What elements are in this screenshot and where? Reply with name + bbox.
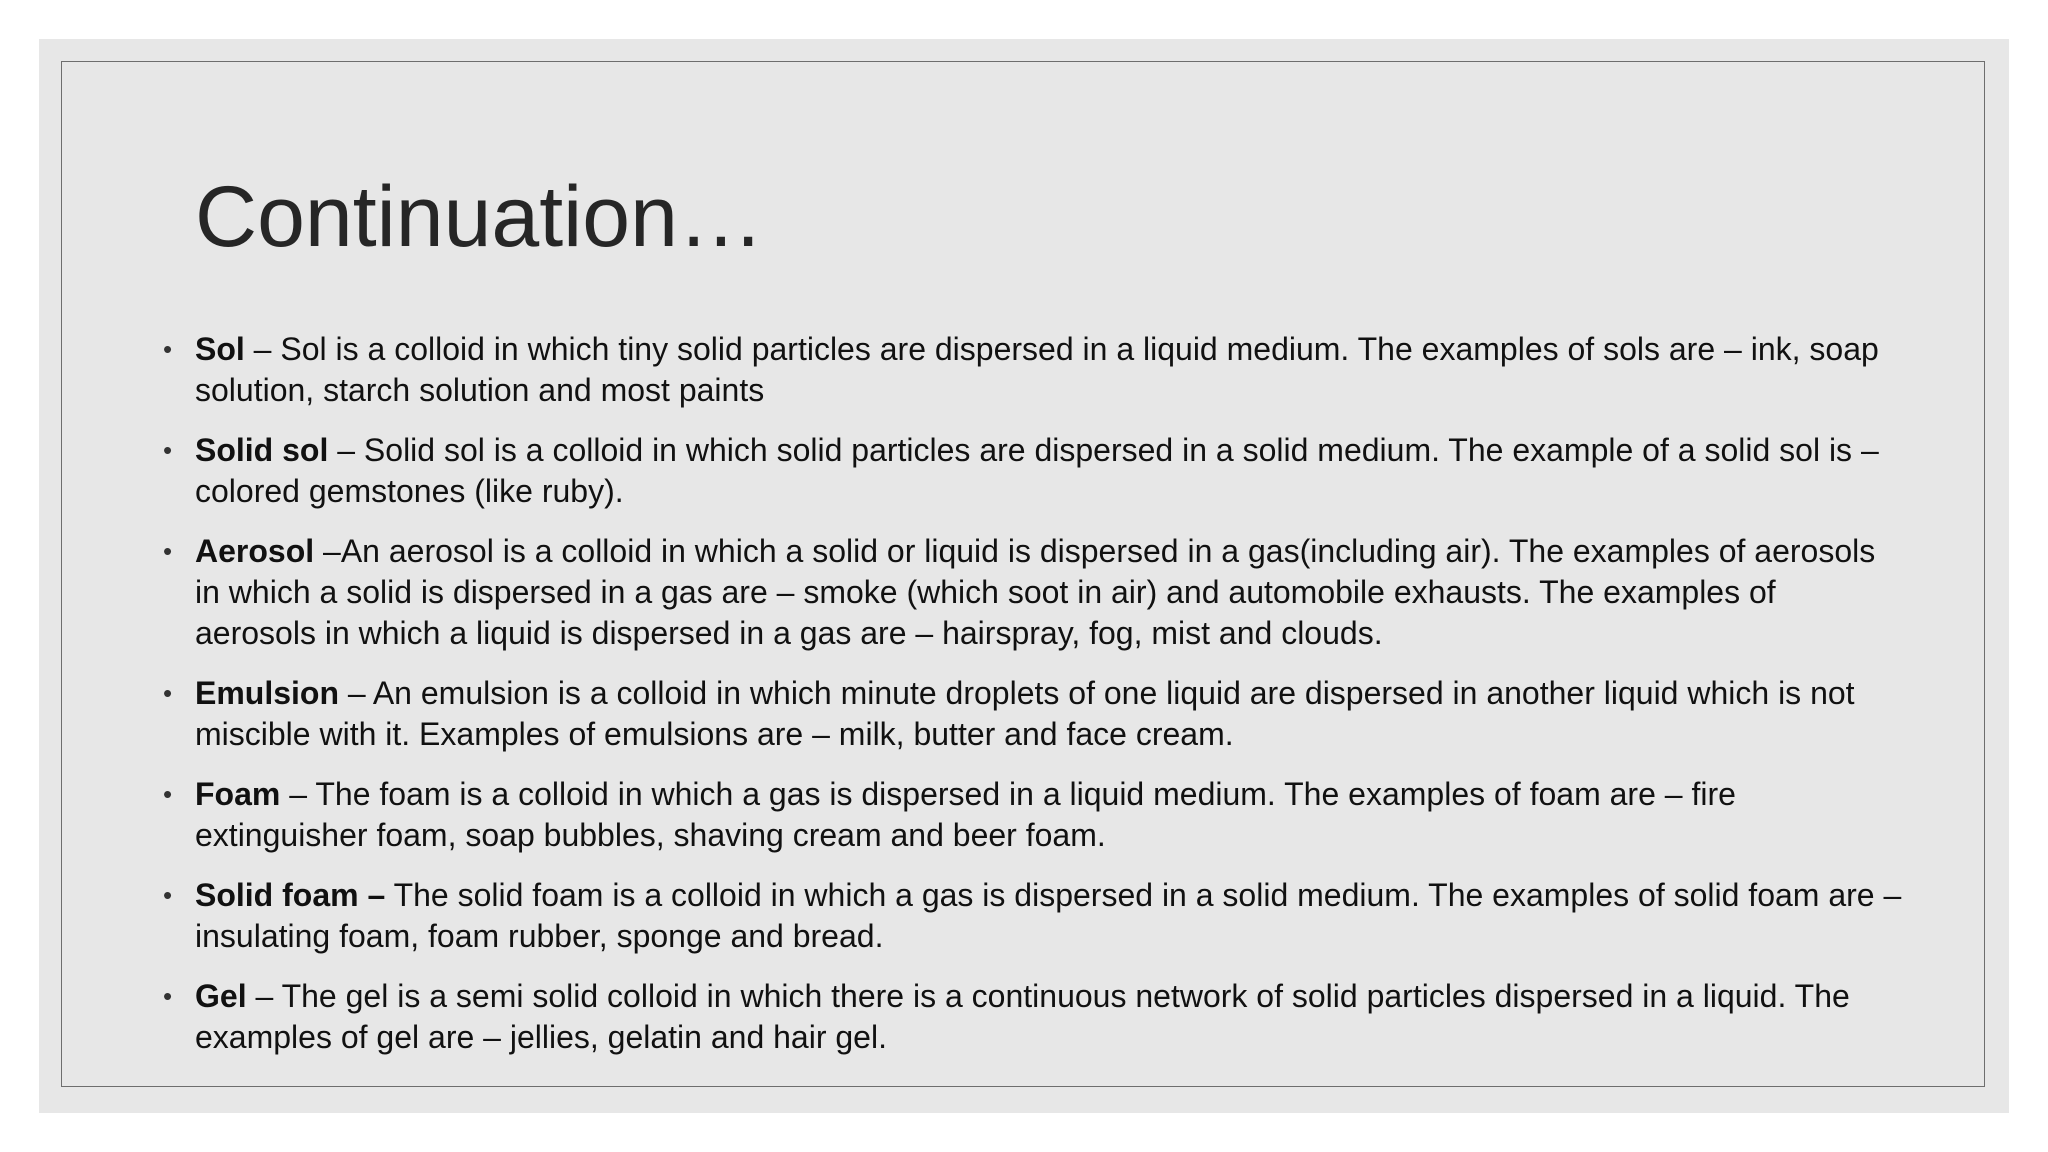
bullet-term: Solid foam – — [195, 877, 386, 913]
bullet-gel — [163, 976, 1905, 1058]
slide-title: Continuation… — [195, 169, 764, 265]
bullet-sol — [163, 329, 1905, 411]
bullet-emulsion — [163, 673, 1905, 755]
bullet-term: Aerosol — [195, 533, 315, 569]
bullet-text: – The foam is a colloid in which a gas is dispersed in a liquid medium. The examples of foam are – fire extinguisher foam, soap bubbles, shaving cream and beer foam. — [195, 776, 1736, 853]
bullet-list — [163, 329, 1905, 1077]
bullet-term: Foam — [195, 776, 281, 812]
bullet-dot-icon: • — [163, 880, 173, 910]
bullet-text: – Sol is a colloid in which tiny solid particles are dispersed in a liquid medium. The examples of sols are – ink, soap solution, starch solution and most paints — [195, 331, 1879, 408]
bullet-solid-foam — [163, 875, 1905, 957]
bullet-text: –An aerosol is a colloid in which a solid or liquid is dispersed in a gas(including air). The examples of aerosols in which a solid is dispersed in a gas are – smoke (which soot in air) and automobile exhausts. The examples of aerosols in which a liquid is dispersed in a gas are – hairspray, fog, mist and clouds. — [195, 533, 1876, 651]
bullet-text: – An emulsion is a colloid in which minute droplets of one liquid are dispersed in another liquid which is not miscible with it. Examples of emulsions are – milk, butter and face cream. — [195, 675, 1855, 752]
bullet-term: Emulsion — [195, 675, 340, 711]
bullet-foam — [163, 774, 1905, 856]
bullet-term: Gel — [195, 978, 247, 1014]
bullet-dot-icon: • — [163, 678, 173, 708]
bullet-dot-icon: • — [163, 334, 173, 364]
bullet-term: Sol — [195, 331, 245, 367]
bullet-dot-icon: • — [163, 779, 173, 809]
bullet-dot-icon: • — [163, 981, 173, 1011]
bullet-solid-sol — [163, 430, 1905, 512]
bullet-text: – The gel is a semi solid colloid in which there is a continuous network of solid particles dispersed in a liquid. The examples of gel are – jellies, gelatin and hair gel. — [195, 978, 1850, 1055]
bullet-term: Solid sol — [195, 432, 329, 468]
bullet-aerosol — [163, 531, 1905, 654]
bullet-dot-icon: • — [163, 536, 173, 566]
bullet-text: The solid foam is a colloid in which a gas is dispersed in a solid medium. The examples of solid foam are – insulating foam, foam rubber, sponge and bread. — [195, 877, 1902, 954]
slide — [39, 39, 2009, 1113]
bullet-dot-icon: • — [163, 435, 173, 465]
bullet-text: – Solid sol is a colloid in which solid particles are dispersed in a solid medium. The example of a solid sol is – colored gemstones (like ruby). — [195, 432, 1879, 509]
